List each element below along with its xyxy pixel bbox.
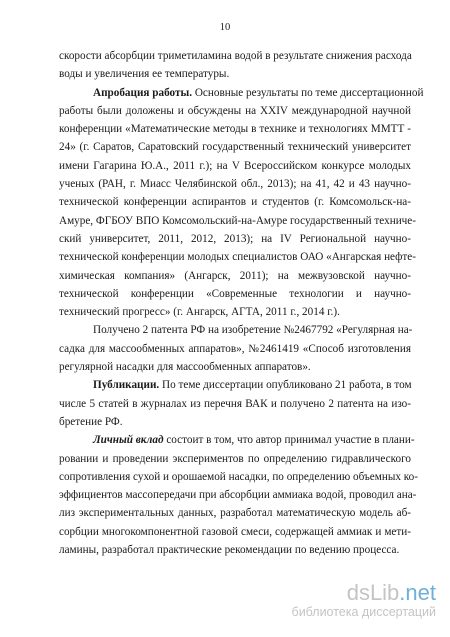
text-line: технической конференции молодых специалистов ОАО «Ангарская нефте-	[59, 251, 416, 264]
text-fragment: По теме диссертации опубликовано 21 работа, в том	[159, 379, 412, 392]
text-line: сорбции многокомпонентной газовой смеси, содержащей аммиак и мети-	[59, 525, 411, 538]
text-line: числе 5 статей в журналах из перечня ВАК и получено 2 патента на изо-	[59, 397, 411, 410]
watermark	[292, 581, 436, 619]
text-line: ламины, разработал практические рекомендации по ведению процесса.	[59, 544, 400, 557]
text-line: садка для массообменных аппаратов», №2461419 «Способ изготовления	[59, 342, 411, 355]
text-line	[59, 376, 411, 394]
text-line: ровании и проведении экспериментов по определению гидравлического	[59, 452, 411, 465]
paragraph-personal-contribution	[59, 431, 418, 559]
text-line: сопротивления сухой и орошаемой насадки, по определению объемных ко-	[59, 470, 418, 483]
text-line: технический прогресс» (г. Ангарск, АГТА, 2011 г., 2014 г.).	[59, 306, 340, 319]
text-line: имени Гагарина Ю.А., 2011 г.); на V Всероссийском конкурсе молодых	[59, 159, 411, 172]
text-line: эффициентов массопередачи при абсорбции аммиака водой, проводил ана-	[59, 489, 417, 502]
text-line: бретение РФ.	[59, 415, 123, 428]
watermark-brand: dsLib	[346, 580, 400, 605]
section-heading-publications: Публикации.	[93, 379, 160, 392]
text-line	[59, 431, 415, 449]
text-line: ский университет, 2011, 2012, 2013); на IV Региональной научно-	[59, 232, 411, 245]
text-line: воды и увеличения ее температуры.	[59, 68, 230, 81]
section-heading-personal-contribution: Личный вклад	[93, 434, 164, 447]
text-line: работы были доложены и обсуждены на XXIV международной научной	[59, 104, 411, 117]
text-line: технической конференции «Современные технологии и научно-	[59, 287, 411, 300]
text-line	[59, 84, 424, 102]
text-line: технической конференции аспирантов и студентов (г. Комсомольск-на-	[59, 196, 411, 209]
watermark-logo	[292, 581, 436, 605]
text-line: Получено 2 патента РФ на изобретение №2467792 «Регулярная на-	[93, 324, 413, 337]
paragraph-abstract-end	[59, 47, 411, 84]
text-line: химическая компания» (Ангарск, 2011); на межвузовской научно-	[59, 269, 411, 282]
text-fragment: Основные результаты по теме диссертационной	[192, 86, 424, 99]
text-line: 24» (г. Саратов, Саратовский государственный технический университет	[59, 141, 411, 154]
watermark-brand-tld: .net	[399, 580, 436, 605]
document-body	[59, 47, 424, 559]
text-fragment: состоит в том, что автор принимал участие в плани-	[163, 434, 415, 447]
text-line: скорости абсорбции триметиламина водой в результате снижения расхода	[59, 50, 412, 62]
text-line: лиз экспериментальных данных, разработал математическую модель аб-	[59, 507, 411, 520]
text-line: ученых (РАН, г. Миасс Челябинской обл., 2013); на 41, 42 и 43 научно-	[59, 178, 411, 191]
watermark-subtitle: библиотека диссертаций	[291, 605, 436, 619]
paragraph-patents	[59, 321, 411, 376]
text-line: регулярной насадки для массообменных аппаратов».	[59, 361, 311, 374]
text-line: Амуре, ФГБОУ ВПО Комсомольский-на-Амуре государственный техниче-	[59, 214, 416, 227]
paragraph-approbation	[59, 84, 424, 322]
section-heading-approbation: Апробация работы.	[93, 86, 193, 99]
text-line: конференции «Математические методы в технике и технологиях ММТТ -	[59, 123, 411, 136]
paragraph-publications	[59, 376, 411, 431]
page-number: 10	[219, 22, 231, 33]
